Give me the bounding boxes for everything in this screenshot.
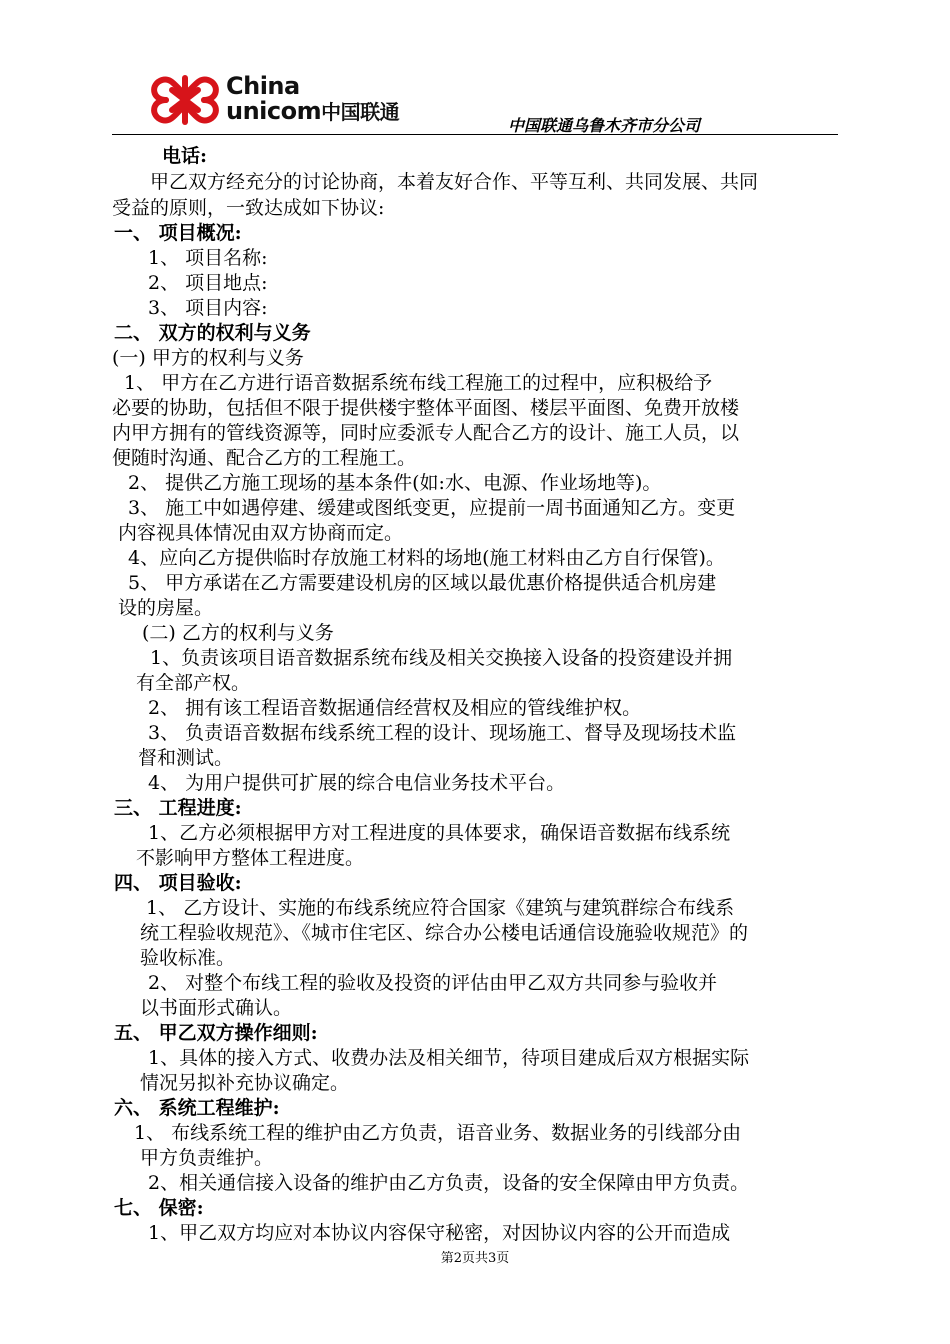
paragraph-line: 必要的协助，包括但不限于提供楼宇整体平面图、楼层平面图、免费开放楼 bbox=[112, 397, 740, 419]
section-heading: 一、 项目概况: bbox=[114, 222, 242, 244]
paragraph-line: 1、乙方必须根据甲方对工程进度的具体要求，确保语音数据布线系统 bbox=[148, 822, 731, 844]
paragraph-line: 2、相关通信接入设备的维护由乙方负责，设备的安全保障由甲方负责。 bbox=[148, 1172, 750, 1194]
phone-label: 电话: bbox=[162, 145, 208, 167]
paragraph-line: 2、 拥有该工程语音数据通信经营权及相应的管线维护权。 bbox=[148, 697, 642, 719]
paragraph-line: 1、负责该项目语音数据系统布线及相关交换接入设备的投资建设并拥 bbox=[150, 647, 733, 669]
section-heading: 三、 工程进度: bbox=[114, 797, 242, 819]
paragraph-line: 1、甲乙双方均应对本协议内容保守秘密，对因协议内容的公开而造成 bbox=[148, 1222, 731, 1244]
paragraph-line: 内甲方拥有的管线资源等，同时应委派专人配合乙方的设计、施工人员，以 bbox=[112, 422, 740, 444]
paragraph-line: 甲乙双方经充分的讨论协商，本着友好合作、平等互利、共同发展、共同 bbox=[150, 171, 759, 193]
paragraph-line: 2、 提供乙方施工现场的基本条件(如:水、电源、作业场地等)。 bbox=[128, 472, 662, 494]
paragraph-line: 督和测试。 bbox=[138, 747, 234, 769]
subsection-heading: (二) 乙方的权利与义务 bbox=[142, 622, 334, 644]
paragraph-line: 1、 甲方在乙方进行语音数据系统布线工程施工的过程中，应积极给予 bbox=[124, 372, 713, 394]
paragraph-line: 不影响甲方整体工程进度。 bbox=[136, 847, 365, 869]
paragraph-line: 甲方负责维护。 bbox=[140, 1147, 274, 1169]
paragraph-line: 以书面形式确认。 bbox=[140, 997, 293, 1019]
page-number: 第2页共3页 bbox=[440, 1251, 510, 1266]
list-item: 1、 项目名称: bbox=[148, 247, 268, 269]
logo-china-text: China bbox=[226, 72, 300, 100]
paragraph-line: 情况另拟补充协议确定。 bbox=[140, 1072, 350, 1094]
paragraph-line: 内容视具体情况由双方协商而定。 bbox=[118, 522, 404, 544]
list-item: 3、 项目内容: bbox=[148, 297, 268, 319]
paragraph-line: 1、 布线系统工程的维护由乙方负责，语音业务、数据业务的引线部分由 bbox=[134, 1122, 742, 1144]
paragraph-line: 4、应向乙方提供临时存放施工材料的场地(施工材料由乙方自行保管)。 bbox=[128, 547, 725, 569]
company-name: 中国联通乌鲁木齐市分公司 bbox=[507, 116, 700, 135]
section-heading: 四、 项目验收: bbox=[114, 872, 242, 894]
list-item: 2、 项目地点: bbox=[148, 272, 268, 294]
logo-chinese-text: 中国联通 bbox=[321, 100, 400, 124]
logo-unicom-text: unicom中国联通 bbox=[226, 97, 400, 125]
section-heading: 五、 甲乙双方操作细则: bbox=[114, 1022, 318, 1044]
paragraph-line: 有全部产权。 bbox=[136, 672, 251, 694]
paragraph-line: 1、 乙方设计、实施的布线系统应符合国家《建筑与建筑群综合布线系 bbox=[146, 897, 735, 919]
paragraph-line: 受益的原则，一致达成如下协议: bbox=[112, 197, 385, 219]
paragraph-line: 便随时沟通、配合乙方的工程施工。 bbox=[112, 447, 417, 469]
subsection-heading: (一) 甲方的权利与义务 bbox=[112, 347, 304, 369]
paragraph-line: 验收标准。 bbox=[140, 947, 236, 969]
paragraph-line: 2、 对整个布线工程的验收及投资的评估由甲乙双方共同参与验收并 bbox=[148, 972, 718, 994]
paragraph-line: 统工程验收规范》、《城市住宅区、综合办公楼电话通信设施验收规范》的 bbox=[140, 922, 749, 944]
paragraph-line: 3、 负责语音数据布线系统工程的设计、现场施工、督导及现场技术监 bbox=[148, 722, 737, 744]
paragraph-line: 4、 为用户提供可扩展的综合电信业务技术平台。 bbox=[148, 772, 566, 794]
section-heading: 七、 保密: bbox=[114, 1197, 204, 1219]
section-heading: 二、 双方的权利与义务 bbox=[114, 322, 311, 344]
paragraph-line: 3、 施工中如遇停建、缓建或图纸变更，应提前一周书面通知乙方。变更 bbox=[128, 497, 736, 519]
section-heading: 六、 系统工程维护: bbox=[114, 1097, 280, 1119]
paragraph-line: 1、具体的接入方式、收费办法及相关细节，待项目建成后双方根据实际 bbox=[148, 1047, 750, 1069]
paragraph-line: 设的房屋。 bbox=[118, 597, 214, 619]
paragraph-line: 5、 甲方承诺在乙方需要建设机房的区域以最优惠价格提供适合机房建 bbox=[128, 572, 717, 594]
